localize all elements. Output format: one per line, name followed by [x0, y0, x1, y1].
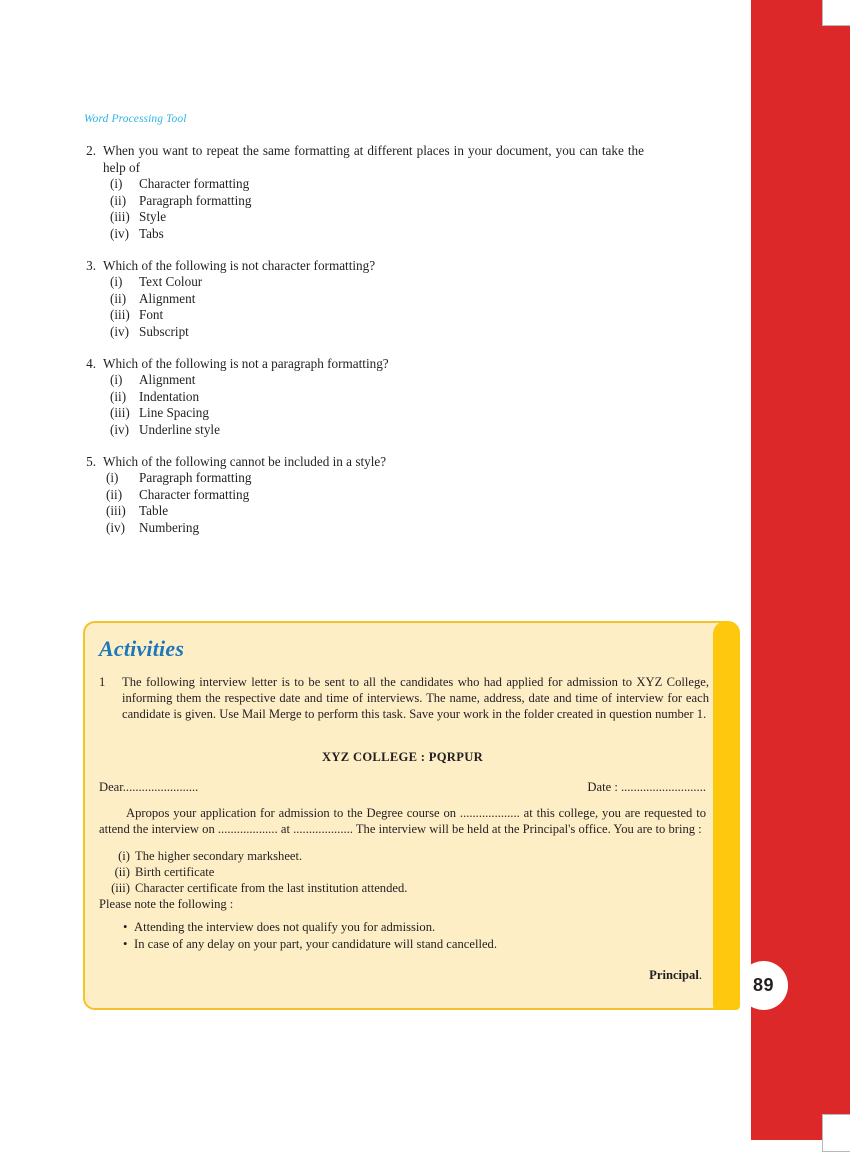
question-number: 5. [86, 453, 96, 469]
document-line [99, 864, 706, 880]
option-text: Line Spacing [139, 405, 209, 421]
question-text: Which of the following is not character formatting? [103, 257, 376, 273]
document-line [99, 880, 706, 896]
option-item [106, 520, 644, 537]
interview-letter [99, 750, 706, 984]
letter-bullet-list [99, 919, 706, 952]
option-item [110, 405, 644, 422]
question-text: Which of the following is not a paragraph formatting? [103, 355, 389, 371]
bullet-text: Attending the interview does not qualify you for admission. [134, 920, 436, 935]
question-block [84, 356, 644, 439]
letter-salutation-row [99, 780, 706, 796]
option-label: (i) [110, 274, 123, 290]
option-item [110, 307, 644, 324]
mcq-question-list [84, 143, 644, 551]
document-text: The higher secondary marksheet. [135, 848, 303, 863]
activities-title: Activities [99, 636, 185, 661]
option-item [110, 274, 644, 291]
option-text: Numbering [139, 519, 200, 535]
option-label: (i) [110, 176, 123, 192]
option-item [110, 193, 644, 210]
letter-date-line: Date : ........................... [587, 779, 706, 794]
running-head: Word Processing Tool [84, 113, 187, 125]
option-item [110, 291, 644, 308]
option-item [110, 372, 644, 389]
document-label: (ii) [114, 864, 130, 879]
option-label: (ii) [110, 192, 127, 208]
option-label: (iii) [106, 503, 126, 519]
option-label: (iv) [110, 225, 130, 241]
letter-required-documents [99, 848, 706, 897]
option-text: Character formatting [139, 176, 250, 192]
question-text: Which of the following cannot be included in a style? [103, 453, 387, 469]
option-text: Paragraph formatting [139, 192, 252, 208]
activities-content [99, 636, 709, 723]
question-options [84, 274, 644, 340]
option-text: Indentation [139, 388, 200, 404]
option-text: Alignment [139, 372, 196, 388]
option-item [110, 324, 644, 341]
letter-body: Apropos your application for admission to the Degree course on ................... at this college, you are requested to attend the interview on ................... at ................... The interview will be held at the Principal's office. You are to bring : [99, 805, 706, 836]
option-label: (iv) [110, 323, 130, 339]
option-label: (iv) [106, 519, 126, 535]
page-number-badge: 89 [739, 961, 788, 1010]
option-item [106, 470, 644, 487]
question-number: 2. [86, 143, 96, 158]
option-item [106, 487, 644, 504]
option-text: Alignment [139, 290, 196, 306]
activity-number: 1 [99, 675, 106, 689]
question-block [84, 258, 644, 341]
bullet-glyph-icon: • [123, 936, 128, 951]
bullet-item [123, 936, 706, 952]
letter-note: Please note the following : [99, 897, 234, 912]
option-label: (i) [110, 372, 123, 388]
signature-label: Principal [649, 967, 699, 982]
corner-notch-top [822, 0, 850, 26]
question-block [84, 454, 644, 537]
activity-item [99, 675, 709, 723]
activities-panel-side-tab [713, 621, 740, 1010]
option-text: Subscript [139, 323, 189, 339]
option-item [110, 226, 644, 243]
option-label: (iii) [110, 307, 130, 323]
bullet-item [123, 919, 706, 935]
question-number: 4. [86, 355, 96, 371]
option-text: Table [139, 503, 169, 519]
bullet-text: In case of any delay on your part, your candidature will stand cancelled. [134, 936, 497, 951]
question-heading [84, 356, 644, 373]
option-text: Text Colour [139, 274, 203, 290]
question-options [84, 176, 644, 242]
document-label: (i) [118, 848, 130, 863]
question-text: When you want to repeat the same formatting at different places in your document, you can take the help of [103, 143, 644, 175]
option-label: (i) [106, 470, 119, 486]
option-item [110, 209, 644, 226]
option-text: Tabs [139, 225, 164, 241]
option-label: (ii) [106, 486, 123, 502]
option-text: Style [139, 209, 167, 225]
question-heading [84, 258, 644, 275]
bullet-glyph-icon: • [123, 920, 128, 935]
option-item [110, 389, 644, 406]
option-text: Font [139, 307, 164, 323]
letter-heading: XYZ COLLEGE : PQRPUR [322, 750, 483, 764]
activity-text: The following interview letter is to be sent to all the candidates who had applied for admission to XYZ College, informing them the respective date and time of interviews. The name, address, date and time of interview for each candidate is given. Use Mail Merge to perform this task. Save your work in the folder created in question number 1. [122, 675, 709, 721]
question-options [84, 470, 644, 536]
option-label: (ii) [110, 388, 127, 404]
option-text: Paragraph formatting [139, 470, 252, 486]
option-text: Character formatting [139, 486, 250, 502]
question-block [84, 143, 644, 243]
document-line [99, 848, 706, 864]
question-number: 3. [86, 257, 96, 273]
document-text: Character certificate from the last institution attended. [135, 881, 408, 896]
question-heading [84, 143, 644, 176]
signature-suffix: . [698, 967, 702, 982]
corner-notch-bottom [822, 1114, 850, 1152]
option-item [106, 503, 644, 520]
letter-signature [99, 968, 706, 984]
question-options [84, 372, 644, 438]
option-item [110, 422, 644, 439]
option-label: (iii) [110, 405, 130, 421]
question-heading [84, 454, 644, 471]
option-item [110, 176, 644, 193]
option-label: (iv) [110, 421, 130, 437]
option-label: (ii) [110, 290, 127, 306]
document-text: Birth certificate [135, 864, 215, 879]
letter-salutation: Dear........................ [99, 779, 199, 794]
document-label: (iii) [111, 881, 130, 896]
option-text: Underline style [139, 421, 220, 437]
option-label: (iii) [110, 209, 130, 225]
